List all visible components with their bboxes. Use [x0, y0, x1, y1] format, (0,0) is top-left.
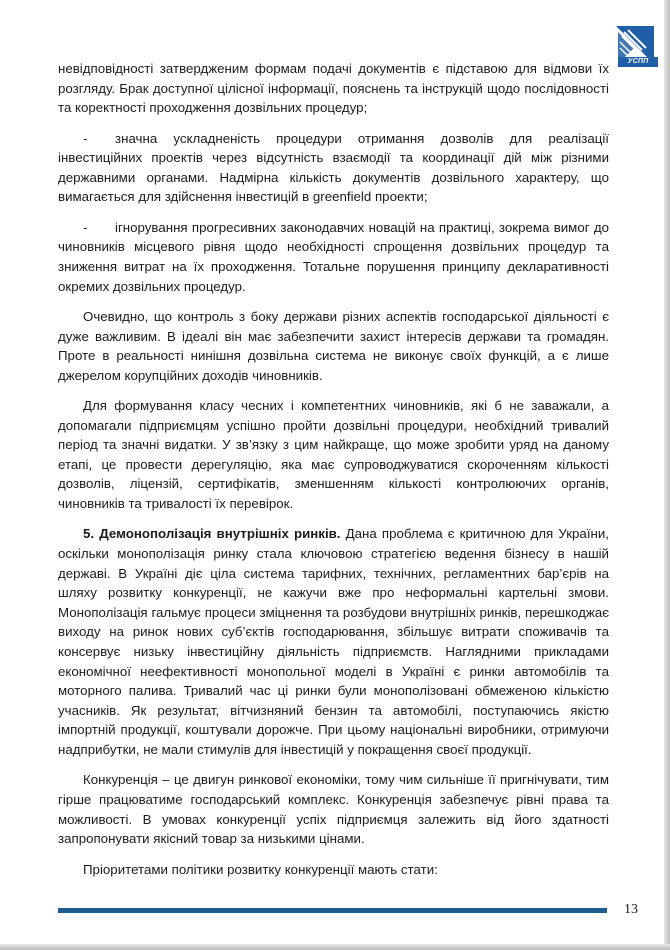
footer-bar — [58, 908, 607, 913]
logo-caption: УСПП — [618, 57, 658, 67]
page-bottom-shadow — [0, 944, 670, 950]
paragraph: Пріоритетами політики розвитку конкуренції мають стати: — [83, 861, 438, 877]
section-paragraph — [58, 524, 609, 759]
document-body — [58, 59, 609, 890]
paragraph: Конкуренція – це двигун ринкової економіки, тому чим сильніше її пригнічувати, тим гірше працюватиме господарський комплекс. Конкуренція забезпечує рівні права та можливості. В умовах конкуренції успіх підприємця залежить від його здатності запропонувати якісний товар за низькими цінами. — [58, 772, 609, 847]
dash-list-item-text: ігнорування прогресивних законодавчих новацій на практиці, зокрема вимог до чиновників місцевого рівня щодо необхідності спрощення дозвільних процедур та зниження витрат на їх проходження. Тотальне порушення принципу декларативності окремих дозвільних процедур. — [58, 219, 609, 294]
paragraph: Очевидно, що контроль з боку держави різних аспектів господарської діяльності є дуже важливим. В ідеалі він має забезпечити захист інтересів держави та громадян. Проте в реальності нинішня дозвільна система не виконує своїх функцій, а є лише джерелом корупційних доходів чиновників. — [58, 308, 609, 383]
dash-list-item — [58, 129, 609, 207]
dash-list-item — [58, 218, 609, 296]
paragraph: невідповідності затвердженим формам подачі документів є підставою для відмови їх розгляду. Брак доступної цілісної інформації, пояснень та інструкцій щодо послідовності та коректності проходження дозвільних процедур; — [58, 61, 609, 116]
dash-marker: - — [83, 130, 88, 146]
page-number: 13 — [624, 902, 638, 917]
page-edge-shadow — [664, 0, 670, 950]
section-heading: 5. Демонополізація внутрішніх ринків. — [83, 526, 341, 542]
dash-list-item-text: значна ускладненість процедури отримання дозволів для реалізації інвестиційних проектів через відсутність взаємодії та координації дій між різними державними органами. Надмірна кількість документів дозвільного характеру, що вимагається для здійснення інвестицій в greenfield проекти; — [58, 130, 609, 205]
section-paragraph-text: Дана проблема є критичною для України, оскільки монополізація ринку стала ключовою стратегією ведення бізнесу в нашій державі. В Україні діє ціла система тарифних, технічних, регламентних бар’єрів на шляху розвитку конкуренції, не кажучи вже про неформальні картельні змови. Монополізація гальмує процеси зміцнення та розбудови внутрішніх ринків, перешкоджає виходу на ринок нових суб’єктів господарювання, збільшує витрати споживачів та консервує низьку інвестиційну діяльність підприємств. Наглядними прикладами економічної неефективності монопольної моделі в Україні є ринки автомобілів та моторного палива. Тривалий час ці ринки були монополізовані обмеженою кількістю учасників. Як результат, вітчизняний бензин та автомобілі, поступаючись якістю імпортній продукції, коштували дорожче. При цьому національні виробники, отримуючи надприбутки, не мали стимулів для інвестицій у покращення своєї продукції. — [58, 526, 609, 757]
dash-marker: - — [83, 219, 88, 235]
paragraph: Для формування класу чесних і компетентних чиновників, які б не заважали, а допомагали підприємцям успішно пройти дозвільні процедури, необхідний тривалий період та значні видатки. У зв’язку з цим найкраще, що може зробити уряд на даному етапі, це провести дерегуляцію, яка має супроводжуватися скороченням кількості дозволів, ліцензій, сертифікатів, зменшенням кількості контролюючих органів, чиновників та тривалості їх перевірок. — [58, 398, 609, 512]
